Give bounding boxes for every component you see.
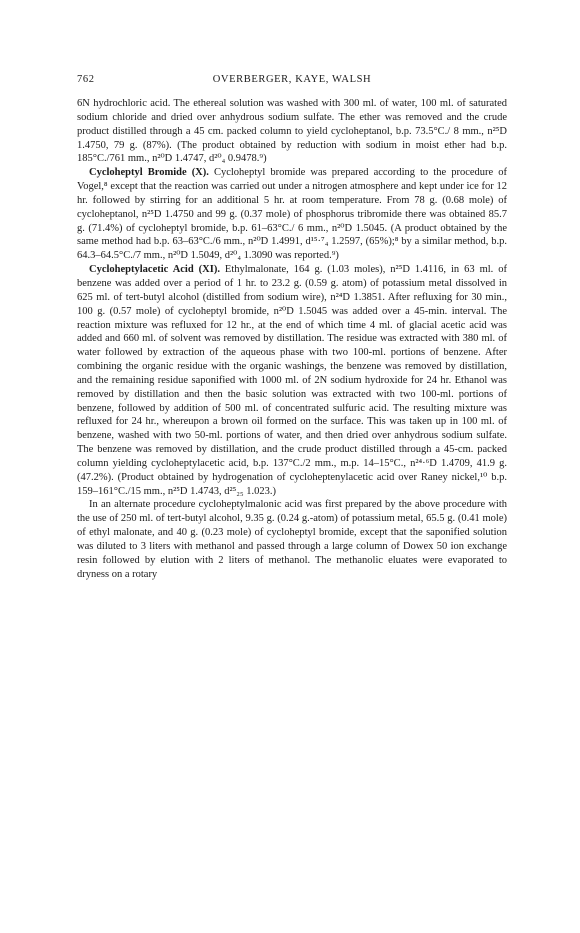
article-body xyxy=(77,97,507,582)
page-header xyxy=(77,74,507,85)
paragraph-2-heading: Cycloheptyl Bromide (X). xyxy=(89,167,209,179)
paragraph-3-heading: Cycloheptylacetic Acid (XI). xyxy=(89,264,220,276)
running-head: OVERBERGER, KAYE, WALSH xyxy=(212,74,372,85)
paragraph-3-text: Ethylmalonate, 164 g. (1.03 moles), n²⁵D 1.4116, in 63 ml. of benzene was added over a period of 1 hr. to 23.2 g. (0.59 g. atom) of potassium metal dissolved in 625 ml. of tert-butyl alcohol (distilled from sodium wire), n²⁴D 1.3851. After refluxing for 30 min., 100 g. (0.57 mole) of cycloheptyl bromide, n²⁰D 1.5045 was added over a 45-min. interval. The reaction mixture was refluxed for 12 hr., at the end of which time 4 ml. of glacial acetic acid was added and 660 ml. of solvent was removed by distillation. The residue was extracted with 380 ml. of water followed by extraction of the aqueous phase with two 100-ml. portions of benzene. After combining the organic residue with the organic washings, the benzene was removed by distillation, and the remaining residue saponified with 1000 ml. of 2N sodium hydroxide for 24 hr. Ethanol was removed by distillation and then the basic solution was extracted with two 100-ml. portions of benzene, followed by addition of 500 ml. of concentrated sulfuric acid. The resulting mixture was refluxed for 24 hr., whereupon a brown oil formed on the surface. This was taken up in 100 ml. of benzene, washed with two 50-ml. portions of water, and then dried over anhydrous sodium sulfate. The benzene was removed by distillation, and the crude product distilled through a 45-cm. packed column yielding cycloheptylacetic acid, b.p. 137°C./2 mm., m.p. 14–15°C., n²⁴·⁶D 1.4709, 41.9 g. (47.2%). (Product obtained by hydrogenation of cycloheptenylacetic acid over Raney nickel,¹⁰ b.p. 159–161°C./15 mm., n²⁵D 1.4743, d²⁵₂₅ 1.023.) xyxy=(77,264,507,497)
page-number: 762 xyxy=(77,74,95,85)
paragraph-2 xyxy=(77,166,507,263)
paragraph-1 xyxy=(77,97,507,166)
paragraph-4 xyxy=(77,498,507,581)
paragraph-4-text: In an alternate procedure cycloheptylmalonic acid was first prepared by the above procedure with the use of 250 ml. of tert-butyl alcohol, 9.35 g. (0.24 g.-atom) of potassium metal, 65.5 g. (0.41 mole) of ethyl malonate, and 40 g. (0.23 mole) of cycloheptyl bromide, except that the saponified solution was diluted to 3 liters with methanol and passed through a large column of Dowex 50 ion exchange resin followed by elution with 2 liters of methanol. The methanolic eluates were evaporated to dryness on a rotary xyxy=(77,499,507,580)
journal-page xyxy=(77,74,507,582)
paragraph-2-text: Cycloheptyl bromide was prepared according to the procedure of Vogel,⁸ except that the reaction was carried out under a nitrogen atmosphere and kept under ice for 12 hr. followed by stirring for an additional 5 hr. at room temperature. From 78 g. (0.68 mole) of cycloheptanol, n²⁵D 1.4750 and 99 g. (0.37 mole) of phosphorus tribromide there was obtained 85.7 g. (71.4%) of cycloheptyl bromide, b.p. 61–63°C./ 6 mm., n²⁰D 1.5045. (A product obtained by the same method had b.p. 63–63°C./6 mm., n²⁰D 1.4991, d¹⁵·⁷₄ 1.2597, (65%);⁸ by a similar method, b.p. 64.3–64.5°C./7 mm., n²⁰D 1.5049, d²⁰₄ 1.3090 was reported.⁹) xyxy=(77,167,507,262)
paragraph-3 xyxy=(77,263,507,498)
paragraph-1-text: 6N hydrochloric acid. The ethereal solution was washed with 300 ml. of water, 100 ml. of saturated sodium chloride and dried over anhydrous sodium sulfate. The ether was removed and the crude product distilled through a 45 cm. packed column to yield cycloheptanol, b.p. 73.5°C./ 8 mm., n²⁵D 1.4750, 79 g. (87%). (The product obtained by reduction with sodium in moist ether had b.p. 185°C./761 mm., n²⁰D 1.4747, d²⁰₄ 0.9478.⁹) xyxy=(77,98,507,165)
